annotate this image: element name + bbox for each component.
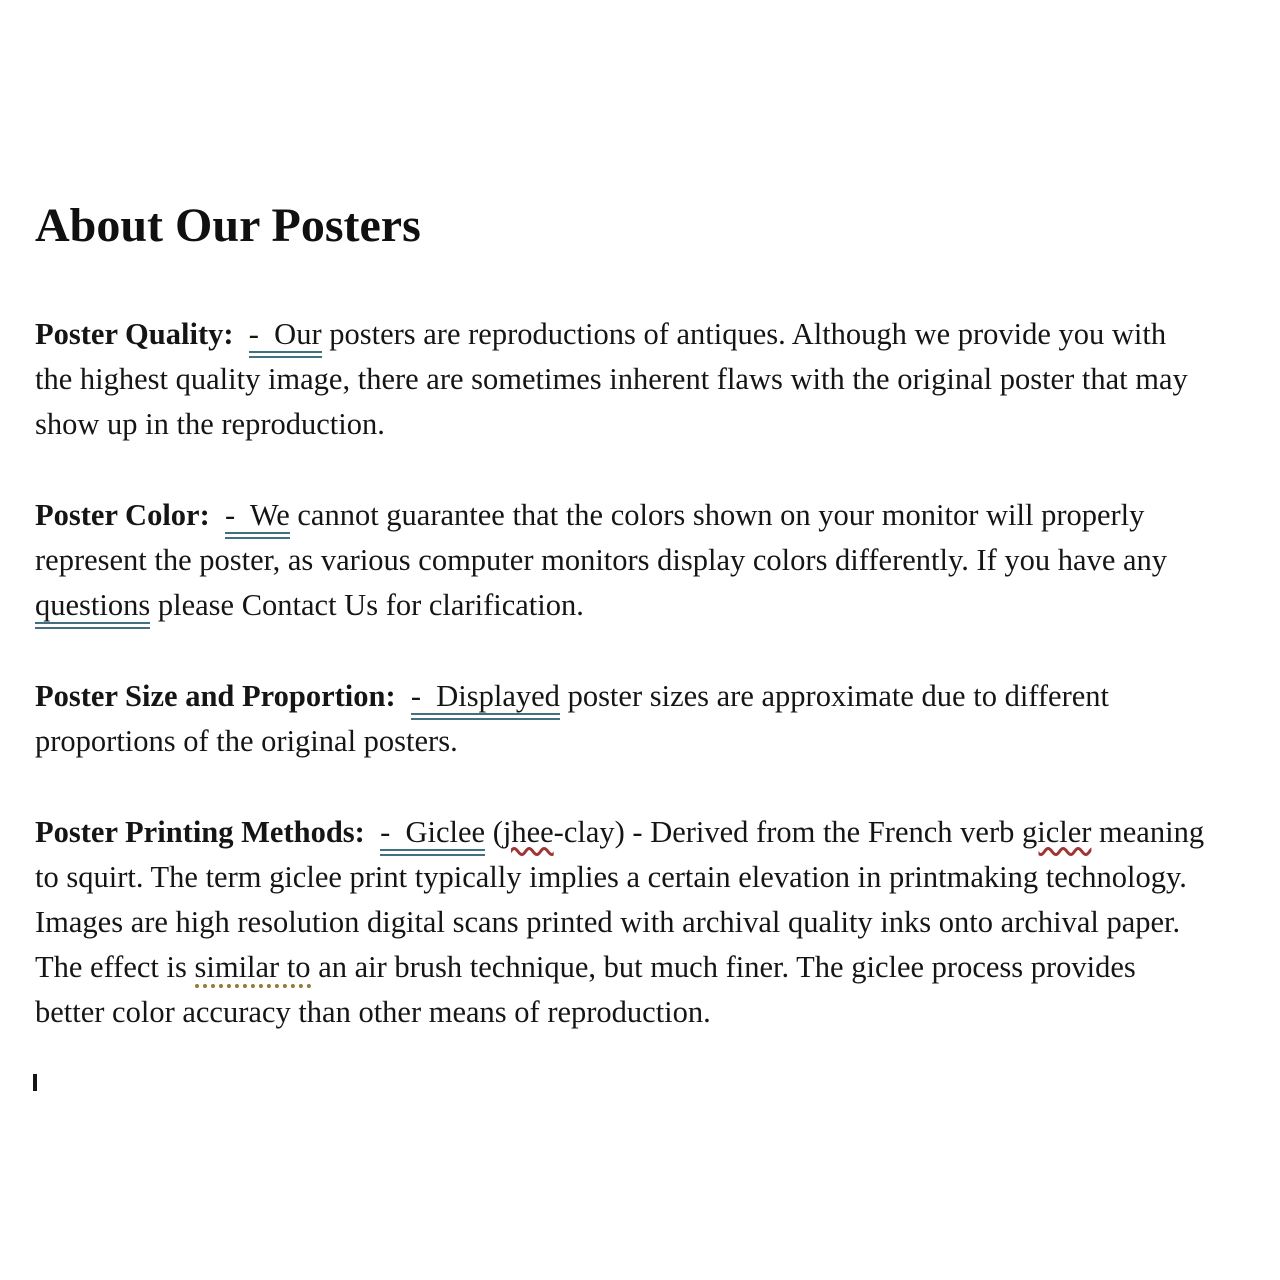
body-text: -clay) - Derived from the French verb <box>553 815 1022 849</box>
underlined-term-displayed[interactable]: - Displayed <box>411 679 560 720</box>
paragraph-poster-printing-methods <box>35 810 1210 1035</box>
body-text: posters are reproductions of antiques. Although we provide you with the highest quality image, there are sometimes inherent flaws with the original poster that may show up in the reproduction. <box>35 317 1196 441</box>
document-page <box>35 198 1210 1081</box>
text-cursor-mark <box>33 1074 37 1091</box>
body-text <box>210 498 225 532</box>
underlined-term-we[interactable]: - We <box>225 498 290 539</box>
section-label-printing-methods: Poster Printing Methods: <box>35 815 365 849</box>
underlined-term-giclee[interactable]: - Giclee <box>380 815 485 856</box>
section-label-poster-quality: Poster Quality: <box>35 317 234 351</box>
spellcheck-flagged-word-gicler: gicler <box>1021 815 1092 849</box>
body-text: please Contact Us for clarification. <box>150 588 584 622</box>
body-text <box>234 317 249 351</box>
body-text: meaning to squirt. The term giclee print typically implies a certain elevation in printmaking technology. Images are high resolution digital scans printed with archival quality inks onto archival paper. The effect is <box>35 815 1212 984</box>
section-label-poster-size: Poster Size and Proportion: <box>35 679 396 713</box>
page-title: About Our Posters <box>35 199 421 252</box>
body-text <box>365 815 380 849</box>
underlined-term-questions[interactable]: questions <box>35 588 150 629</box>
paragraph-poster-color <box>35 493 1210 628</box>
body-text: an air brush technique, but much finer. The giclee process provides better color accuracy than other means of reproduction. <box>35 950 1144 1029</box>
document-body <box>35 312 1210 1035</box>
paragraph-poster-quality <box>35 312 1210 447</box>
body-text: ( <box>485 815 503 849</box>
underlined-term-our[interactable]: - Our <box>249 317 322 358</box>
section-label-poster-color: Poster Color: <box>35 498 210 532</box>
paragraph-poster-size-and-proportion <box>35 674 1210 764</box>
spellcheck-flagged-word-jhee: jhee <box>502 815 554 849</box>
body-text: poster sizes are approximate due to different proportions of the original posters. <box>35 679 1117 758</box>
body-text <box>396 679 411 713</box>
body-text: cannot guarantee that the colors shown on your monitor will properly represent the poster, as various computer monitors display colors differently. If you have any <box>35 498 1175 577</box>
grammar-flagged-phrase-similar-to: similar to <box>195 950 311 988</box>
